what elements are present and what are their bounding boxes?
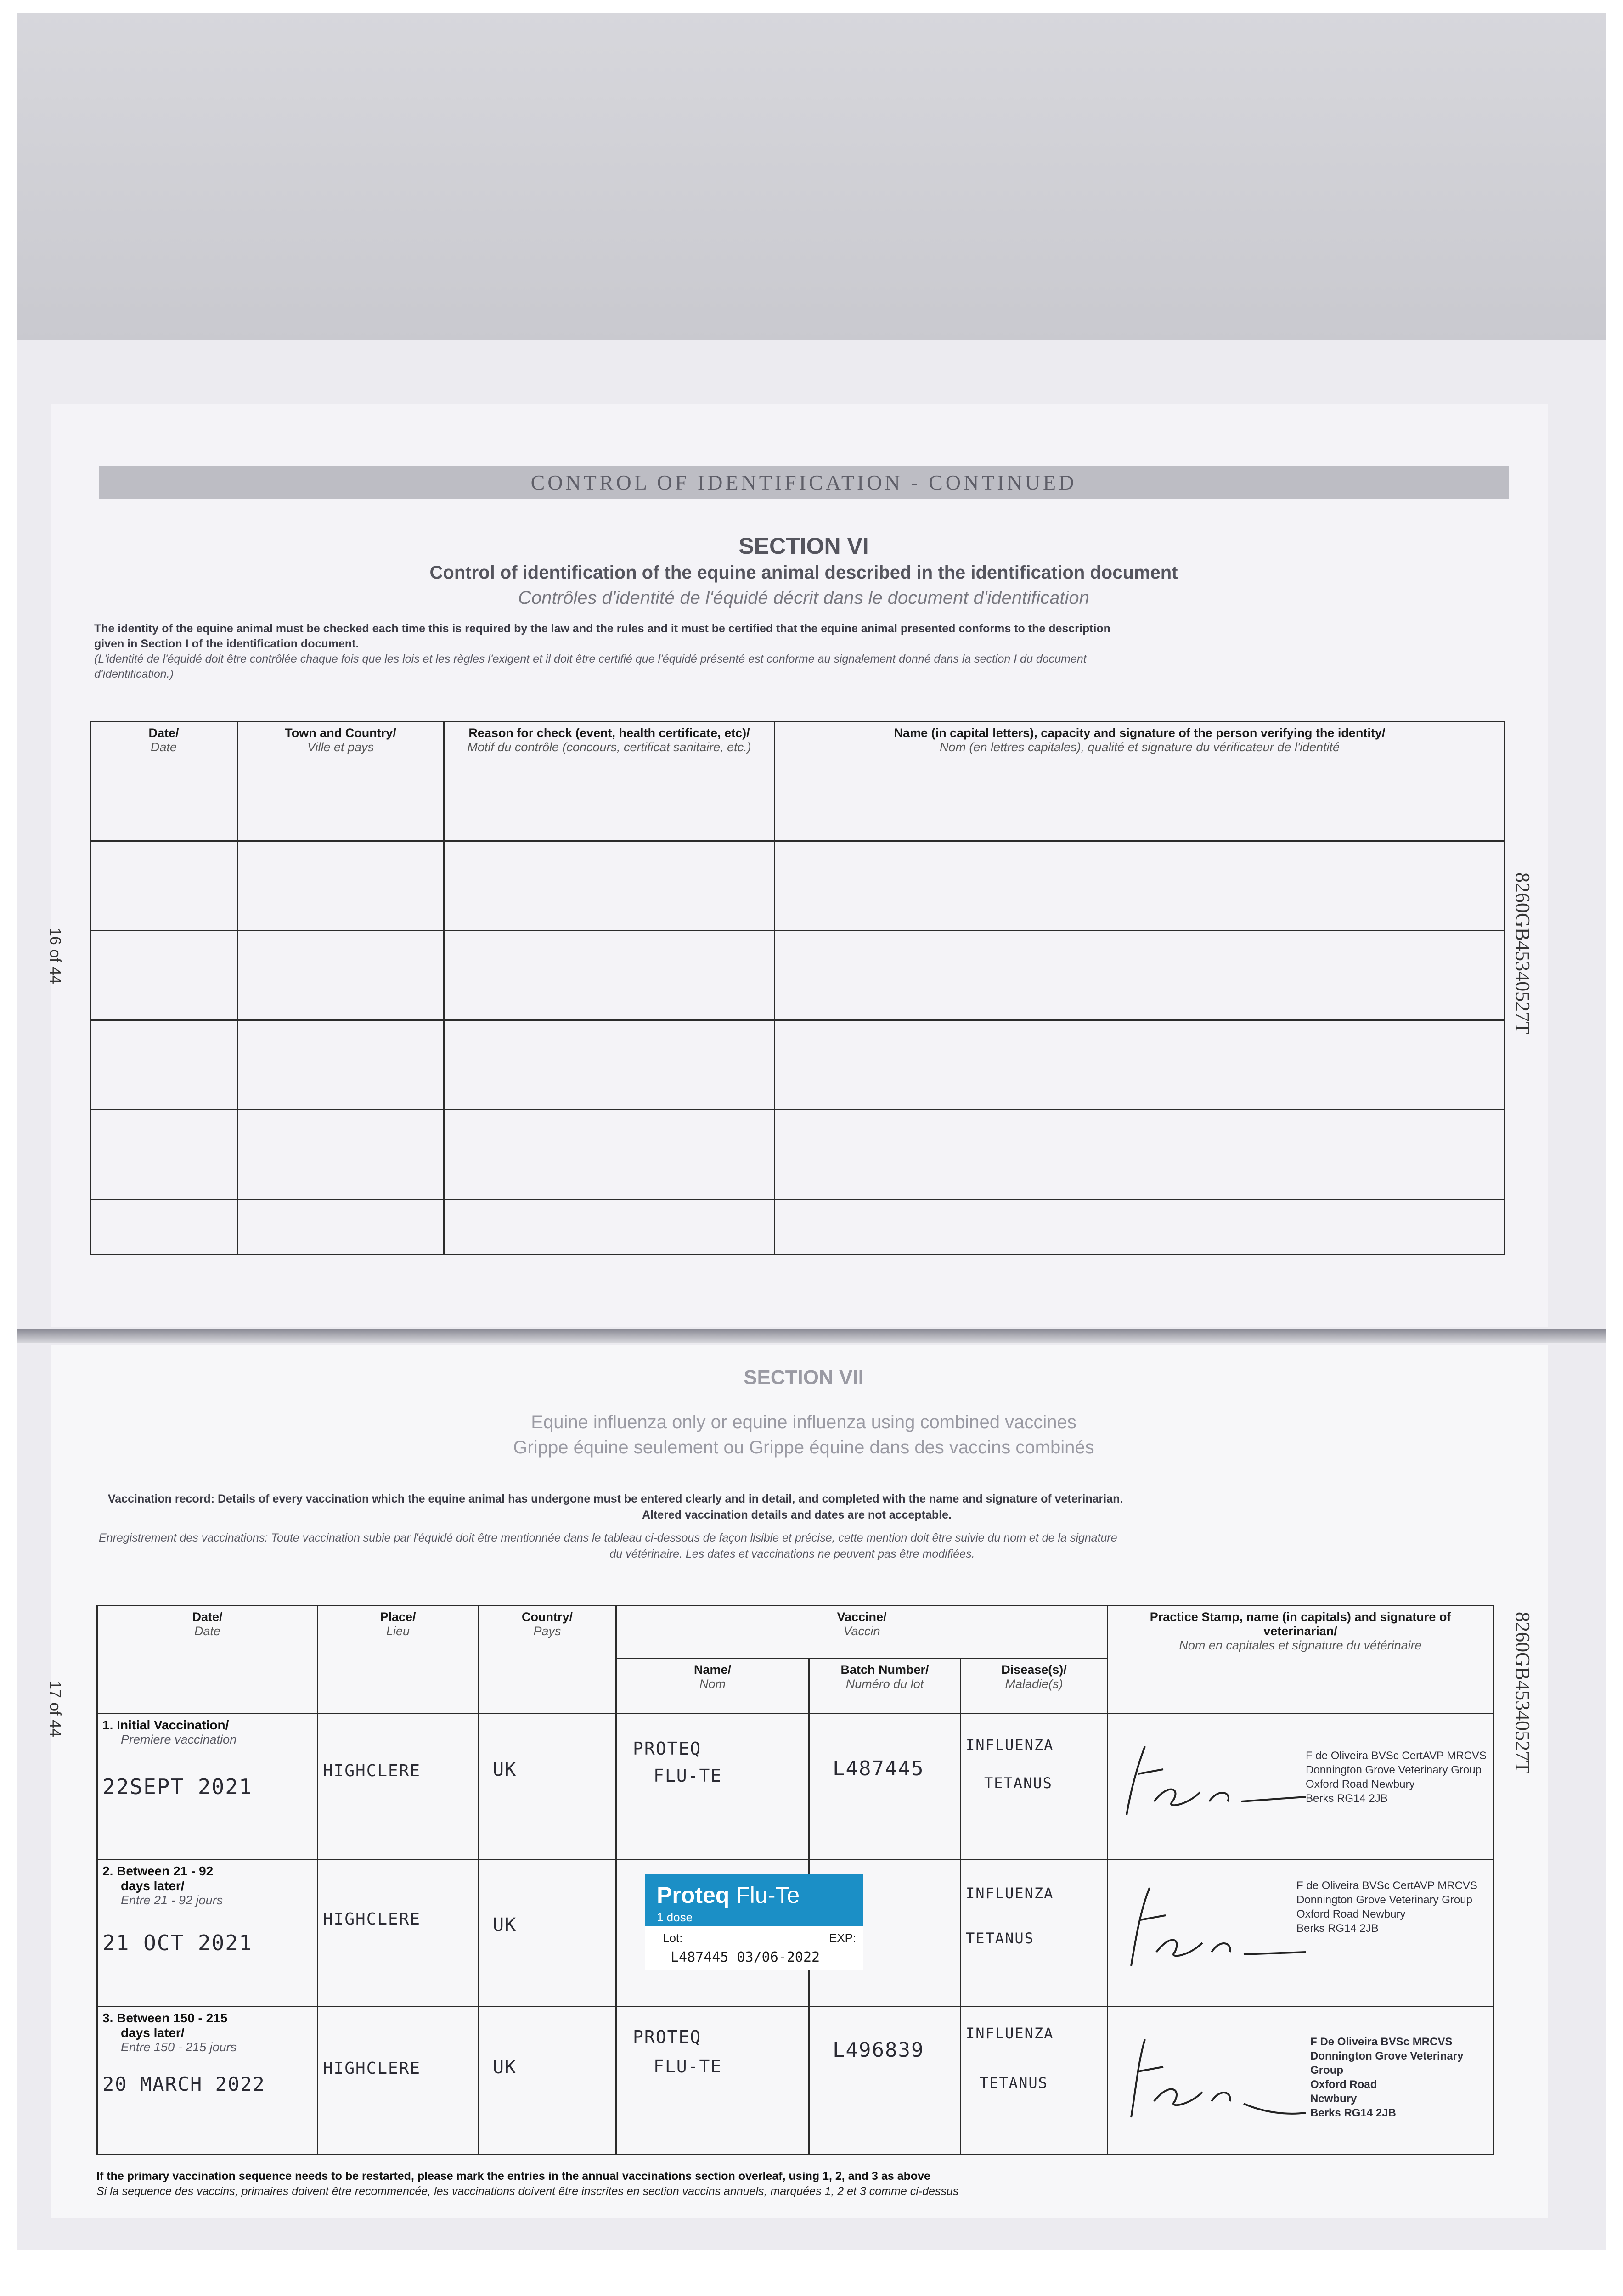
- col-reason-fr: Motif du contrôle (concours, certificat sanitaire, etc.): [467, 740, 751, 754]
- col-date: [97, 1606, 318, 1714]
- sticker-product: Flu-Te: [736, 1882, 800, 1908]
- row-3-disease-1: INFLUENZA: [966, 2025, 1054, 2042]
- row-1-stamp: [1306, 1749, 1487, 1806]
- section-6-subtitle-en: Control of identification of the equine animal described in the identification document: [429, 563, 1178, 583]
- footer-note-fr: Si la sequence des vaccins, primaires doivent être recommencée, les vaccinations doivent être inscrites en section vaccins annuels, marquées 1, 2 et 3 comme ci-dessus: [96, 2185, 959, 2198]
- row-3-label-en-1: 3. Between 150 - 215: [102, 2011, 228, 2025]
- section-6-subtitle-fr: Contrôles d'identité de l'équidé décrit dans le document d'identification: [518, 588, 1089, 608]
- row-3-date-cell[interactable]: [97, 2007, 318, 2155]
- row-2-disease-cell[interactable]: [961, 1860, 1108, 2007]
- col-reason: [444, 722, 775, 841]
- col-reason-en: Reason for check (event, health certificate, etc)/: [468, 726, 750, 740]
- row-3-place: HIGHCLERE: [323, 2059, 421, 2078]
- stamp-line: Donnington Grove Veterinary Group: [1306, 1764, 1482, 1776]
- row-3-batch: L496839: [833, 2038, 924, 2062]
- page-number-17: 17 of 44: [46, 1681, 64, 1737]
- instructions-fr-2: d'identification.): [94, 668, 174, 681]
- row-2-stamp-cell[interactable]: [1108, 1860, 1493, 2007]
- row-3-place-cell[interactable]: [318, 2007, 479, 2155]
- stamp-line: Berks RG14 2JB: [1310, 2107, 1396, 2119]
- cell[interactable]: [237, 841, 444, 931]
- col-vaccine-en: Vaccine/: [837, 1610, 887, 1624]
- stamp-line: Berks RG14 2JB: [1296, 1922, 1379, 1935]
- cell[interactable]: [90, 1199, 237, 1255]
- stamp-line: Oxford Road Newbury: [1306, 1778, 1415, 1790]
- cell[interactable]: [237, 1199, 444, 1255]
- stamp-line: Donnington Grove Veterinary Group: [1296, 1894, 1472, 1906]
- page-number-16: 16 of 44: [46, 928, 64, 984]
- passport-number-bottom: 8260GB45340527T: [1511, 1612, 1534, 1773]
- stamp-line: Newbury: [1310, 2093, 1357, 2105]
- cell[interactable]: [237, 931, 444, 1020]
- row-2-place-cell[interactable]: [318, 1860, 479, 2007]
- col-date-fr: Date: [150, 740, 177, 754]
- col-batch-fr: Numéro du lot: [845, 1677, 924, 1691]
- row-2-stamp: [1296, 1879, 1477, 1936]
- row-3-disease-cell[interactable]: [961, 2007, 1108, 2155]
- cell[interactable]: [444, 931, 775, 1020]
- section-6-title: SECTION VI: [738, 533, 869, 559]
- sticker-header: [645, 1874, 863, 1926]
- row-1-name-2: FLU-TE: [654, 1766, 722, 1786]
- row-3-label-en-2: days later/: [121, 2026, 185, 2040]
- stamp-line: Oxford Road Newbury: [1296, 1908, 1406, 1920]
- row-2-date-cell[interactable]: [97, 1860, 318, 2007]
- row-3-name-1: PROTEQ: [633, 2027, 702, 2047]
- table-header-row: [90, 722, 1505, 841]
- row-3-date: 20 MARCH 2022: [102, 2073, 265, 2095]
- cell[interactable]: [775, 931, 1505, 1020]
- identity-check-table: [90, 721, 1505, 1255]
- stamp-line: Berks RG14 2JB: [1306, 1792, 1388, 1805]
- col-disease: [961, 1659, 1108, 1714]
- col-date-en: Date/: [148, 726, 179, 740]
- row-1-disease-1: INFLUENZA: [966, 1736, 1054, 1754]
- section-7-title: SECTION VII: [744, 1366, 864, 1389]
- row-3-batch-cell[interactable]: [809, 2007, 961, 2155]
- row-3-name-2: FLU-TE: [654, 2056, 722, 2077]
- cell[interactable]: [444, 1199, 775, 1255]
- col-country-fr: Pays: [533, 1624, 561, 1638]
- col-country: [479, 1606, 616, 1714]
- table-row: [90, 931, 1505, 1020]
- row-2-label-en-2: days later/: [121, 1879, 185, 1893]
- stamp-line: F de Oliveira BVSc CertAVP MRCVS: [1306, 1750, 1487, 1762]
- vaccine-sticker: [645, 1874, 863, 1970]
- row-3-name-cell[interactable]: [616, 2007, 809, 2155]
- row-1-disease-cell[interactable]: [961, 1714, 1108, 1860]
- cell[interactable]: [90, 931, 237, 1020]
- sticker-lot-value: L487445 03/06-2022: [671, 1949, 820, 1965]
- table-row: [90, 1110, 1505, 1199]
- row-2-label-fr: Entre 21 - 92 jours: [121, 1893, 223, 1907]
- footer-note-en: If the primary vaccination sequence needs to be restarted, please mark the entries in the annual vaccinations section overleaf, using 1, 2, and 3 as above: [96, 2170, 930, 2183]
- section-7-subtitle-en: Equine influenza only or equine influenza using combined vaccines: [531, 1412, 1076, 1432]
- signature-1: [1113, 1733, 1310, 1838]
- cell[interactable]: [444, 1020, 775, 1110]
- banner-text: CONTROL OF IDENTIFICATION - CONTINUED: [530, 471, 1077, 494]
- stamp-line: F de Oliveira BVSc CertAVP MRCVS: [1296, 1880, 1477, 1892]
- row-2-country: UK: [493, 1914, 517, 1936]
- cell[interactable]: [90, 1110, 237, 1199]
- sticker-dose: 1 dose: [657, 1910, 693, 1924]
- col-vaccine: [616, 1606, 1108, 1659]
- cell[interactable]: [444, 1110, 775, 1199]
- booklet-fold: [17, 1329, 1606, 1343]
- col-stamp-fr: Nom en capitales et signature du vétérinaire: [1179, 1638, 1422, 1652]
- vaccination-record-fr-1: Enregistrement des vaccinations: Toute vaccination subie par l'équidé doit être mentionnée dans le tableau ci-dessous de façon lisible et précise, cette mention doit être suivie du nom et de la signature: [99, 1531, 1117, 1544]
- col-disease-en: Disease(s)/: [1001, 1663, 1067, 1677]
- vaccination-header-row: [97, 1606, 1493, 1659]
- row-3-stamp-cell[interactable]: [1108, 2007, 1493, 2155]
- cell[interactable]: [775, 1020, 1505, 1110]
- col-date-fr: Date: [194, 1624, 221, 1638]
- col-vaccine-name-en: Name/: [693, 1663, 732, 1677]
- col-stamp-en: Practice Stamp, name (in capitals) and signature of veterinarian/: [1150, 1610, 1451, 1638]
- table-row: [90, 1199, 1505, 1255]
- stamp-line: F De Oliveira BVSc MRCVS: [1310, 2036, 1453, 2048]
- stamp-line: Donnington Grove Veterinary Group: [1310, 2050, 1464, 2077]
- row-1-batch: L487445: [833, 1757, 924, 1780]
- col-verifier-fr: Nom (en lettres capitales), qualité et signature du vérificateur de l'identité: [939, 740, 1340, 754]
- col-disease-fr: Maladie(s): [1005, 1677, 1063, 1691]
- cell[interactable]: [444, 841, 775, 931]
- sticker-lot-label: Lot:: [663, 1931, 683, 1945]
- col-verifier-en: Name (in capital letters), capacity and signature of the person verifying the identity/: [894, 726, 1386, 740]
- row-1-place: HIGHCLERE: [323, 1761, 421, 1780]
- cell[interactable]: [237, 1020, 444, 1110]
- row-1-label-en: 1. Initial Vaccination/: [102, 1718, 229, 1732]
- col-country-en: Country/: [522, 1610, 573, 1624]
- cell[interactable]: [775, 1199, 1505, 1255]
- row-1-date-cell[interactable]: [97, 1714, 318, 1860]
- row-3-disease-2: TETANUS: [980, 2074, 1048, 2092]
- col-place: [318, 1606, 479, 1714]
- instructions-fr-1: (L'identité de l'équidé doit être contrôlée chaque fois que les lois et les règles l'exigent et il doit être certifié que l'équidé présenté est conforme au signalement donné dans la section I du document: [94, 653, 1087, 665]
- row-1-batch-cell[interactable]: [809, 1714, 961, 1860]
- table-row: [90, 841, 1505, 931]
- cell[interactable]: [775, 841, 1505, 931]
- instructions-en-1: The identity of the equine animal must be checked each time this is required by the law and the rules and it must be certified that the equine animal presented conforms to the description: [94, 622, 1110, 635]
- scan-background: [17, 13, 1606, 343]
- row-1-date: 22SEPT 2021: [102, 1774, 253, 1799]
- vaccination-record-fr-2: du vétérinaire. Les dates et vaccinations ne peuvent pas être modifiées.: [609, 1548, 975, 1560]
- row-1-name-1: PROTEQ: [633, 1739, 702, 1759]
- col-verifier: [775, 722, 1505, 841]
- stamp-line: Oxford Road: [1310, 2078, 1377, 2091]
- row-2-label-en-1: 2. Between 21 - 92: [102, 1864, 214, 1878]
- col-date: [90, 722, 237, 841]
- col-vaccine-fr: Vaccin: [843, 1624, 880, 1638]
- row-3-country-cell[interactable]: [479, 2007, 616, 2155]
- table-row: [97, 1714, 1493, 1860]
- sticker-brand: [657, 1882, 800, 1908]
- vaccination-record-en-1: Vaccination record: Details of every vaccination which the equine animal has undergone must be entered clearly and in detail, and completed with the name and signature of veterinarian.: [108, 1492, 1123, 1505]
- cell[interactable]: [90, 1020, 237, 1110]
- row-3-stamp: [1310, 2035, 1493, 2120]
- table-row: [97, 2007, 1493, 2155]
- row-2-country-cell[interactable]: [479, 1860, 616, 2007]
- sticker-exp-label: EXP:: [829, 1931, 857, 1945]
- row-2-disease-2: TETANUS: [966, 1930, 1034, 1947]
- row-1-country-cell[interactable]: [479, 1714, 616, 1860]
- row-1-name-cell[interactable]: [616, 1714, 809, 1860]
- row-1-stamp-cell[interactable]: [1108, 1714, 1493, 1860]
- cell[interactable]: [237, 1110, 444, 1199]
- col-date-en: Date/: [192, 1610, 223, 1624]
- col-batch-en: Batch Number/: [840, 1663, 929, 1677]
- row-1-disease-2: TETANUS: [984, 1774, 1053, 1792]
- passport-number-top: 8260GB45340527T: [1511, 872, 1534, 1034]
- col-vaccine-name: [616, 1659, 809, 1714]
- row-3-country: UK: [493, 2057, 517, 2078]
- section-7-subtitle-fr: Grippe équine seulement ou Grippe équine dans des vaccins combinés: [513, 1437, 1094, 1458]
- signature-3: [1113, 2021, 1310, 2131]
- row-2-place: HIGHCLERE: [323, 1910, 421, 1929]
- row-1-country: UK: [493, 1759, 517, 1780]
- section-banner: [99, 466, 1509, 499]
- col-town-en: Town and Country/: [285, 726, 396, 740]
- col-batch: [809, 1659, 961, 1714]
- vaccination-record-en-2: Altered vaccination details and dates are not acceptable.: [642, 1508, 952, 1521]
- cell[interactable]: [90, 841, 237, 931]
- row-1-label-fr: Premiere vaccination: [121, 1733, 237, 1746]
- sticker-brand-name: Proteq: [657, 1882, 730, 1908]
- row-3-label-fr: Entre 150 - 215 jours: [121, 2040, 237, 2054]
- col-town-fr: Ville et pays: [307, 740, 374, 754]
- col-vaccine-name-fr: Nom: [699, 1677, 726, 1691]
- col-place-fr: Lieu: [386, 1624, 410, 1638]
- instructions-en-2: given in Section I of the identification document.: [94, 637, 359, 650]
- col-stamp: [1108, 1606, 1493, 1714]
- table-row: [90, 1020, 1505, 1110]
- col-town: [237, 722, 444, 841]
- col-place-en: Place/: [380, 1610, 416, 1624]
- signature-2: [1113, 1874, 1310, 1984]
- row-2-disease-1: INFLUENZA: [966, 1885, 1054, 1902]
- row-1-place-cell[interactable]: [318, 1714, 479, 1860]
- cell[interactable]: [775, 1110, 1505, 1199]
- row-2-date: 21 OCT 2021: [102, 1930, 253, 1955]
